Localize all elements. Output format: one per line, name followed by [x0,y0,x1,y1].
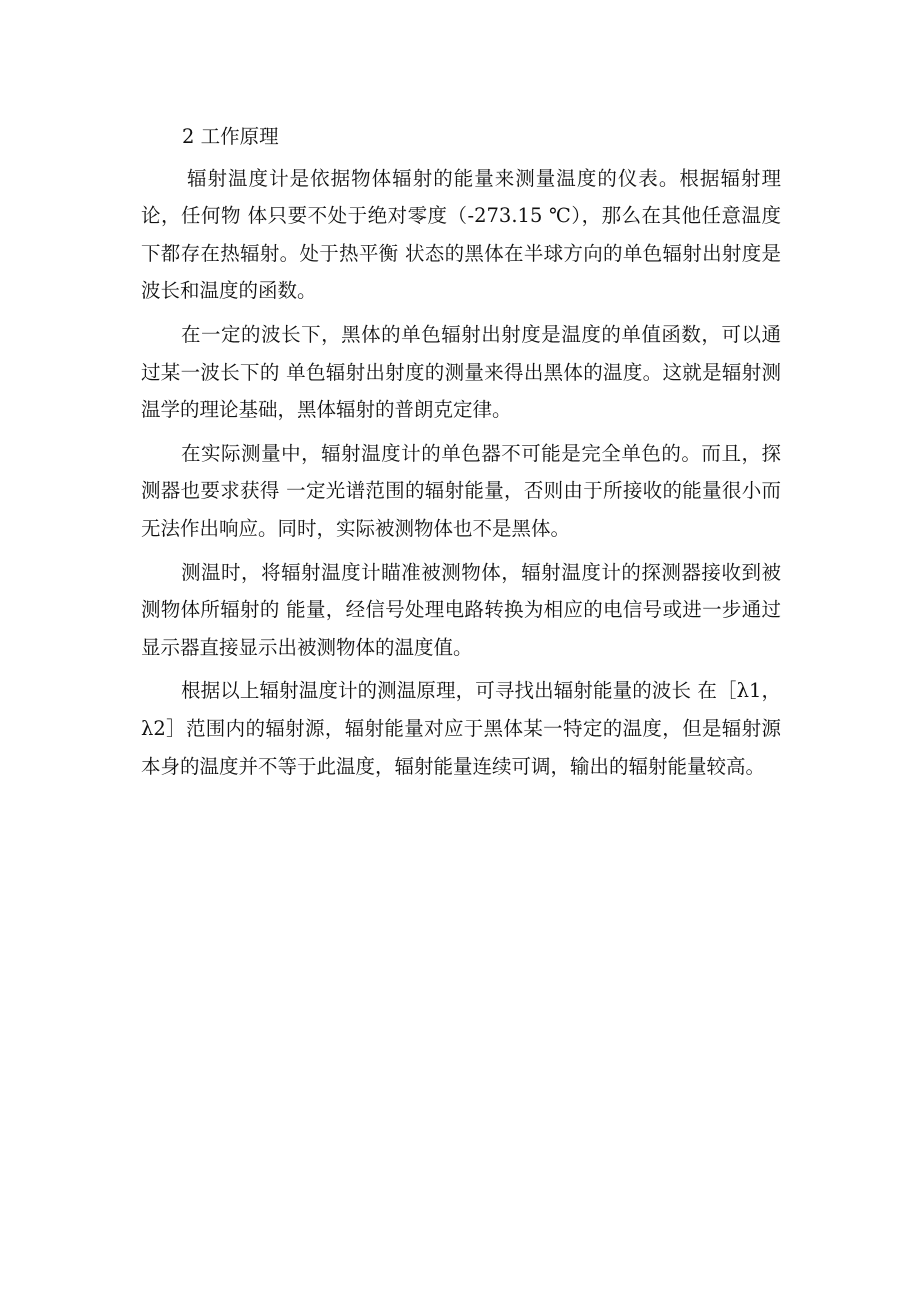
paragraph-3: 在实际测量中，辐射温度计的单色器不可能是完全单色的。而且，探测器也要求获得 一定光谱范围的辐射能量，否则由于所接收的能量很小而无法作出响应。同时，实际被测物体也不是黑体。 [141,441,781,540]
paragraph-5: 根据以上辐射温度计的测温原理，可寻找出辐射能量的波长 在［λ1，λ2］范围内的辐射源，辐射能量对应于黑体某一特定的温度，但是辐射源 本身的温度并不等于此温度，辐射能量连续可调，输出的辐射能量较高。 [141,679,781,778]
paragraph-1: 辐射温度计是依据物体辐射的能量来测量温度的仪表。根据辐射理论，任何物 体只要不处于绝对零度（-273.15 ℃），那么在其他任意温度下都存在热辐射。处于热平衡 状态的黑体在半球方向的单色辐射出射度是波长和温度的函数。 [141,166,781,303]
paragraph-2: 在一定的波长下，黑体的单色辐射出射度是温度的单值函数，可以通过某一波长下的 单色辐射出射度的测量来得出黑体的温度。这就是辐射测温学的理论基础，黑体辐射的普朗克定律。 [141,322,781,422]
paragraph-4: 测温时，将辐射温度计瞄准被测物体，辐射温度计的探测器接收到被测物体所辐射的 能量，经信号处理电路转换为相应的电信号或进一步通过显示器直接显示出被测物体的温度值。 [141,560,781,659]
document-body [141,118,781,791]
section-heading: 2 工作原理 [182,125,279,148]
